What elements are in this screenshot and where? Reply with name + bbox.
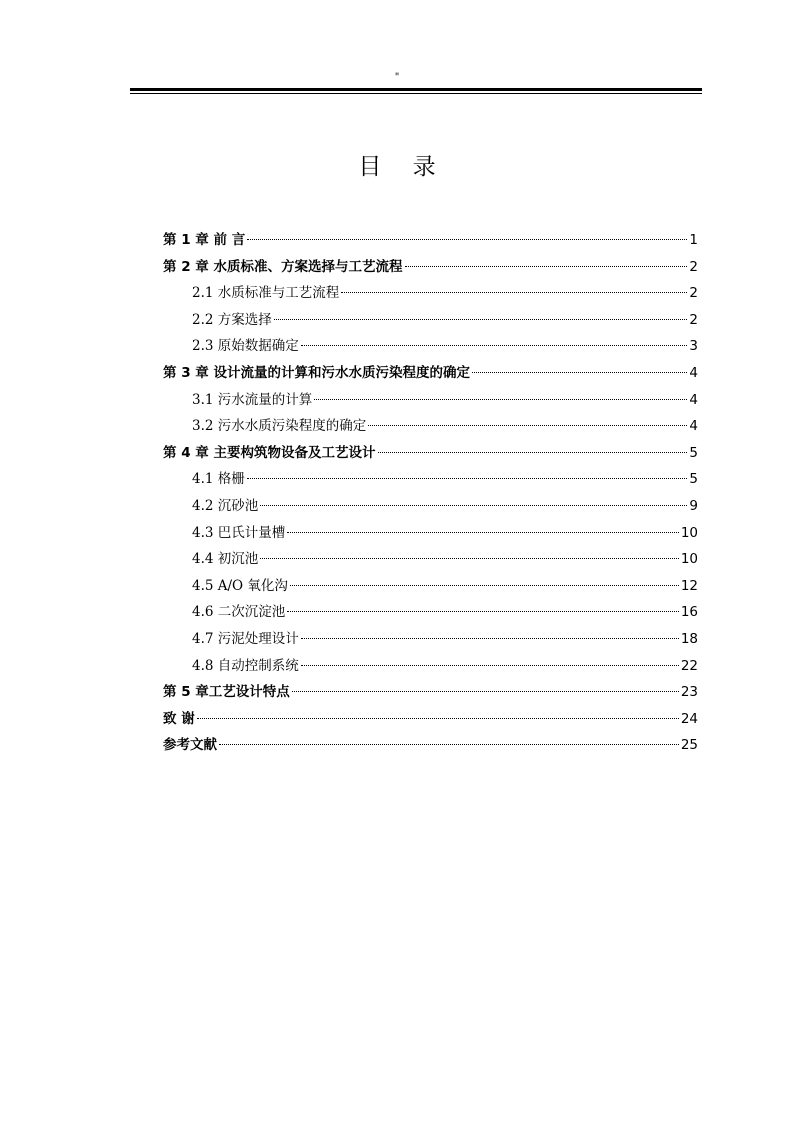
toc-dot-leader — [368, 425, 687, 426]
toc-page-number: 16 — [680, 604, 698, 621]
toc-page-number: 24 — [680, 710, 698, 727]
toc-page-number: 12 — [680, 577, 698, 594]
toc-entry-label: 4.4 初沉池 — [192, 551, 259, 568]
toc-page-number: 10 — [680, 551, 698, 568]
toc-entry-label: 4.7 污泥处理设计 — [192, 630, 299, 647]
toc-entry[interactable] — [163, 307, 698, 334]
toc-page-number: 5 — [689, 444, 698, 461]
toc-dot-leader — [292, 691, 679, 692]
toc-entry-label: 4.6 二次沉淀池 — [192, 604, 286, 621]
toc-entry-label: 4.8 自动控制系统 — [192, 657, 299, 674]
toc-dot-leader — [341, 292, 687, 293]
toc-dot-leader — [405, 266, 688, 267]
toc-entry-label: 第 3 章 设计流量的计算和污水水质污染程度的确定 — [163, 364, 470, 381]
toc-page-number: 23 — [680, 684, 698, 701]
toc-dot-leader — [287, 532, 679, 533]
toc-entry[interactable] — [163, 466, 698, 493]
header-rule-thick — [130, 88, 702, 91]
toc-entry-label: 4.3 巴氏计量槽 — [192, 524, 286, 541]
toc-dot-leader — [287, 611, 679, 612]
toc-entry-label: 2.1 水质标准与工艺流程 — [192, 285, 340, 302]
page-title: 目 录 — [358, 154, 448, 180]
toc-page-number: 4 — [689, 418, 698, 435]
toc-entry[interactable] — [163, 440, 698, 467]
toc-entry[interactable] — [163, 360, 698, 387]
toc-entry[interactable] — [163, 653, 698, 680]
toc-dot-leader — [301, 638, 679, 639]
toc-page-number: 2 — [689, 285, 698, 302]
toc-dot-leader — [197, 718, 679, 719]
toc-entry[interactable] — [163, 387, 698, 414]
toc-entry-label: 第 2 章 水质标准、方案选择与工艺流程 — [163, 258, 403, 275]
toc-entry-label: 第 5 章工艺设计特点 — [163, 684, 290, 701]
toc-dot-leader — [247, 239, 687, 240]
toc-entry[interactable] — [163, 493, 698, 520]
toc-entry-label: 致 谢 — [163, 710, 195, 727]
toc-page-number: 2 — [689, 258, 698, 275]
table-of-contents — [163, 227, 698, 759]
toc-dot-leader — [260, 505, 687, 506]
toc-dot-leader — [247, 478, 688, 479]
toc-entry-label: 4.1 格栅 — [192, 471, 245, 488]
toc-entry[interactable] — [163, 413, 698, 440]
header-mark: " — [394, 72, 400, 83]
toc-dot-leader — [472, 372, 687, 373]
toc-dot-leader — [314, 399, 687, 400]
toc-page-number: 9 — [689, 497, 698, 514]
toc-entry[interactable] — [163, 706, 698, 733]
toc-page-number: 3 — [689, 338, 698, 355]
toc-dot-leader — [301, 665, 679, 666]
toc-dot-leader — [301, 345, 688, 346]
toc-entry-label: 2.3 原始数据确定 — [192, 338, 299, 355]
toc-entry[interactable] — [163, 573, 698, 600]
toc-page-number: 5 — [689, 471, 698, 488]
toc-entry[interactable] — [163, 254, 698, 281]
toc-page-number: 1 — [689, 232, 698, 248]
toc-entry[interactable] — [163, 732, 698, 759]
toc-entry[interactable] — [163, 227, 698, 254]
toc-page-number: 10 — [680, 524, 698, 541]
toc-page-number: 2 — [689, 311, 698, 328]
toc-entry-label: 3.1 污水流量的计算 — [192, 391, 313, 408]
toc-entry-label: 2.2 方案选择 — [192, 311, 272, 328]
toc-entry[interactable] — [163, 546, 698, 573]
toc-dot-leader — [378, 452, 688, 453]
toc-entry-label: 第 4 章 主要构筑物设备及工艺设计 — [163, 444, 376, 461]
toc-entry[interactable] — [163, 280, 698, 307]
toc-entry-label: 4.2 沉砂池 — [192, 497, 259, 514]
toc-entry-label: 参考文献 — [163, 737, 217, 754]
header-rule-thin — [130, 93, 702, 94]
toc-entry[interactable] — [163, 599, 698, 626]
toc-page-number: 4 — [689, 391, 698, 408]
toc-dot-leader — [274, 319, 688, 320]
toc-page-number: 4 — [689, 364, 698, 381]
toc-entry[interactable] — [163, 679, 698, 706]
toc-entry[interactable] — [163, 333, 698, 360]
toc-dot-leader — [290, 585, 679, 586]
toc-page-number: 25 — [680, 737, 698, 754]
toc-dot-leader — [260, 558, 679, 559]
toc-entry[interactable] — [163, 520, 698, 547]
toc-entry-label: 4.5 A/O 氧化沟 — [192, 577, 288, 594]
toc-dot-leader — [219, 744, 679, 745]
toc-entry[interactable] — [163, 626, 698, 653]
toc-page-number: 22 — [680, 657, 698, 674]
toc-page-number: 18 — [680, 630, 698, 647]
toc-entry-label: 第 1 章 前 言 — [163, 232, 246, 248]
toc-entry-label: 3.2 污水水质污染程度的确定 — [192, 418, 367, 435]
